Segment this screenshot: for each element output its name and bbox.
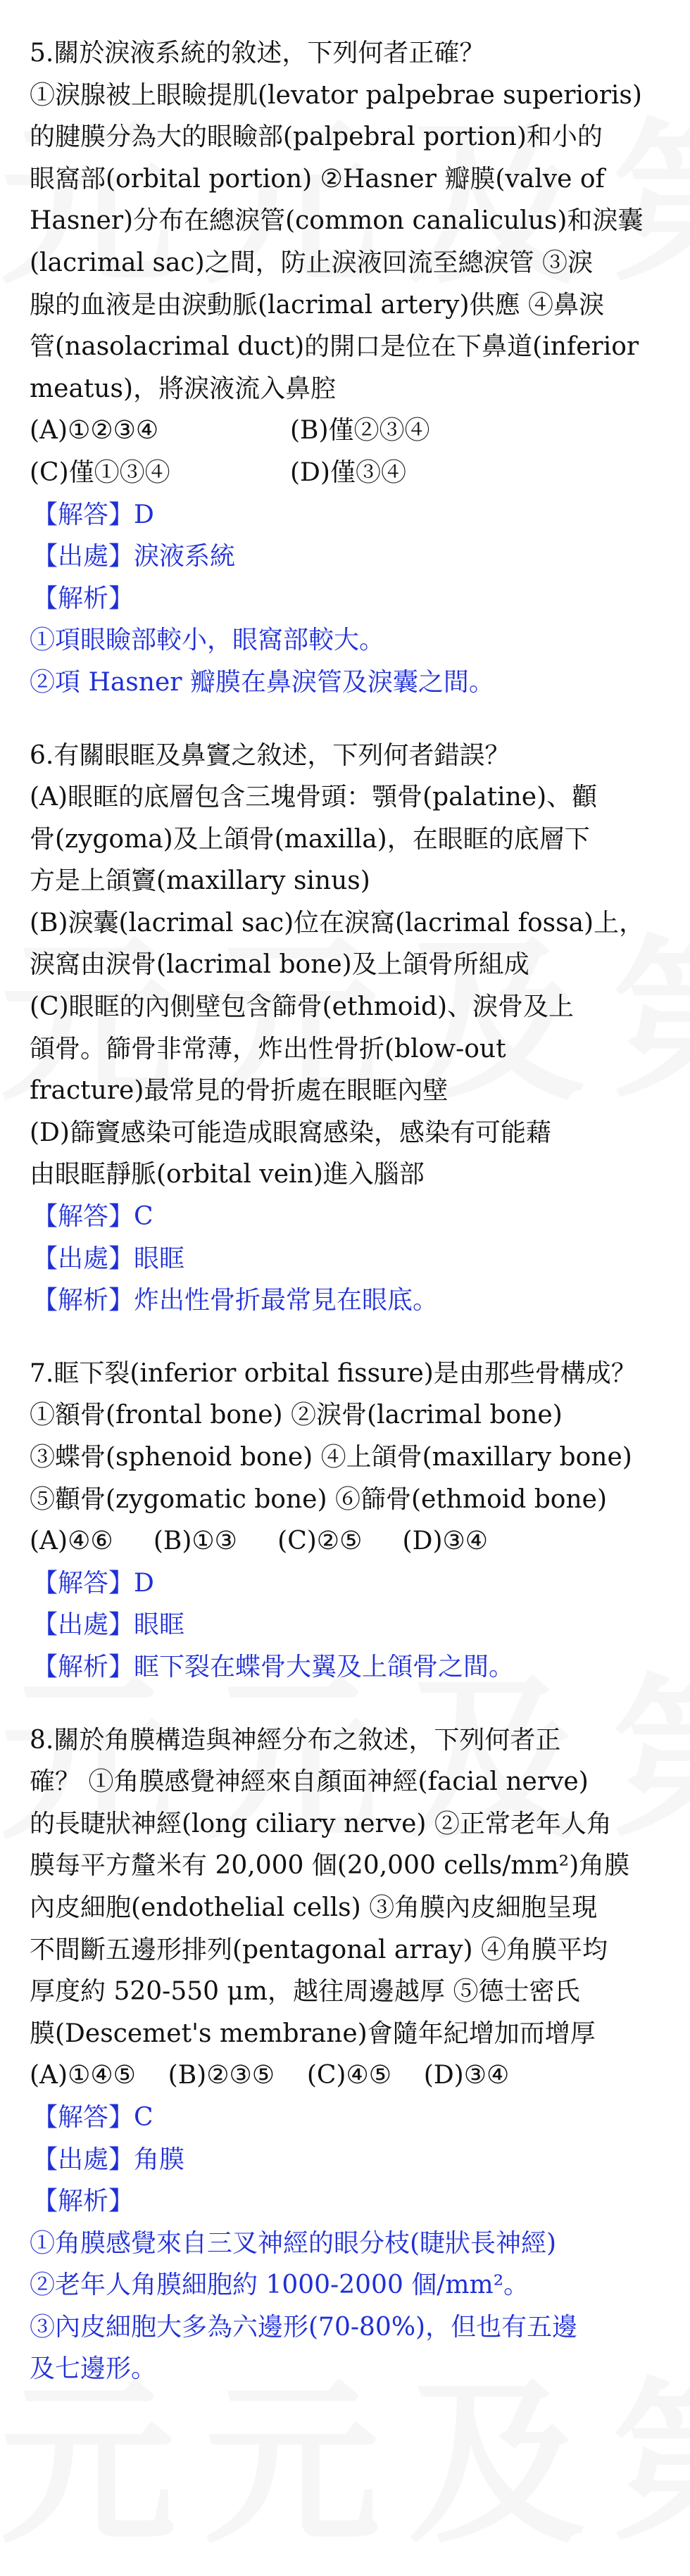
question-stem-line: 骨(zygoma)及上頜骨(maxilla)，在眼眶的底層下 (30, 824, 590, 854)
question-stem-line: 方是上頜竇(maxillary sinus) (30, 866, 370, 896)
question-stem-line: 的腱膜分為大的眼瞼部(palpebral portion)和小的 (30, 122, 603, 152)
question-stem-line: 眼窩部(orbital portion) ②Hasner 瓣膜(valve of (30, 164, 605, 194)
question-stem-line: ①淚腺被上眼瞼提肌(levator palpebrae superioris) (30, 80, 642, 110)
analysis-line: ①項眼瞼部較小，眼窩部較大。 (30, 626, 385, 655)
question-stem-line: ①額骨(frontal bone) ②淚骨(lacrimal bone) (30, 1401, 563, 1430)
question-stem-line: 膜每平方釐米有 20,000 個(20,000 cells/mm²)角膜 (30, 1851, 630, 1881)
document (30, 32, 677, 2390)
answer: 【解答】C (32, 1202, 153, 1232)
question-stem-line: 8.關於角膜構造與神經分布之敘述，下列何者正 (30, 1725, 561, 1755)
analysis-line: ②項 Hasner 瓣膜在鼻淚管及淚囊之間。 (30, 667, 494, 697)
analysis-line: ①角膜感覺來自三叉神經的眼分枝(睫狀長神經) (30, 2228, 557, 2258)
question-stem-line: fracture)最常見的骨折處在眼眶內壁 (30, 1076, 448, 1106)
question-stem-line: 的長睫狀神經(long ciliary nerve) ②正常老年人角 (30, 1809, 612, 1838)
analysis-label: 【解析】 (32, 2187, 134, 2216)
question-stem-line: 厚度約 520-550 μm，越往周邊越厚 ⑤德士密氏 (30, 1977, 580, 2007)
option: (D)僅③④ (290, 457, 406, 487)
question-stem-line: 淚窩由淚骨(lacrimal bone)及上頜骨所組成 (30, 950, 529, 980)
analysis: 【解析】炸出性骨折最常見在眼底。 (32, 1286, 439, 1315)
analysis-line: ③內皮細胞大多為六邊形(70-80%)，但也有五邊 (30, 2312, 578, 2342)
question-stem-line: (lacrimal sac)之間，防止淚液回流至總淚管 ③淚 (30, 248, 594, 277)
question-stem-line: 管(nasolacrimal duct)的開口是位在下鼻道(inferior (30, 332, 639, 362)
option: (B)僅②③④ (290, 416, 430, 446)
question-7 (30, 1353, 677, 1688)
question-stem-line: ③蝶骨(sphenoid bone) ④上頜骨(maxillary bone) (30, 1443, 632, 1472)
options-row (30, 410, 677, 452)
answer: 【解答】D (32, 500, 154, 529)
question-stem-line: 由眼眶靜脈(orbital vein)進入腦部 (30, 1160, 425, 1189)
question-6 (30, 735, 677, 1322)
question-stem-line: 5.關於淚液系統的敘述，下列何者正確？ (30, 39, 485, 68)
source: 【出處】淚液系統 (32, 542, 236, 572)
options-row: (A)④⑥ (B)①③ (C)②⑤ (D)③④ (30, 1527, 489, 1556)
question-stem-line: (D)篩竇感染可能造成眼窩感染，感染有可能藉 (30, 1118, 551, 1147)
question-stem-line: 6.有關眼眶及鼻竇之敘述，下列何者錯誤？ (30, 740, 510, 770)
options-row: (A)①④⑤ (B)②③⑤ (C)④⑤ (D)③④ (30, 2061, 510, 2090)
source: 【出處】眼眶 (32, 1244, 185, 1273)
question-stem-line: (A)眼眶的底層包含三塊骨頭：顎骨(palatine)、顴 (30, 783, 598, 812)
analysis-label: 【解析】 (32, 583, 134, 613)
answer: 【解答】D (32, 1568, 154, 1598)
question-stem-line: 腺的血液是由淚動脈(lacrimal artery)供應 ④鼻淚 (30, 290, 604, 320)
question-5 (30, 32, 677, 704)
analysis: 【解析】眶下裂在蝶骨大翼及上頜骨之間。 (32, 1652, 515, 1681)
question-stem-line: (B)淚囊(lacrimal sac)位在淚窩(lacrimal fossa)上， (30, 908, 645, 937)
question-stem-line: meatus)，將淚液流入鼻腔 (30, 374, 337, 403)
question-stem-line: (C)眼眶的內側壁包含篩骨(ethmoid)、淚骨及上 (30, 992, 575, 1022)
options-row (30, 452, 677, 494)
question-stem-line: 內皮細胞(endothelial cells) ③角膜內皮細胞呈現 (30, 1893, 598, 1922)
source: 【出處】眼眶 (32, 1610, 185, 1640)
question-stem-line: 不間斷五邊形排列(pentagonal array) ④角膜平均 (30, 1935, 608, 1964)
source: 【出處】角膜 (32, 2145, 185, 2174)
question-stem-line: Hasner)分布在總淚管(common canaliculus)和淚囊 (30, 206, 644, 236)
option: (C)僅①③④ (30, 457, 170, 487)
option: (A)①②③④ (30, 416, 159, 446)
question-stem-line: 膜(Descemet's membrane)會隨年紀增加而增厚 (30, 2019, 596, 2048)
question-stem-line: 7.眶下裂(inferior orbital fissure)是由那些骨構成？ (30, 1358, 636, 1388)
question-stem-line: 確？ ①角膜感覺神經來自顏面神經(facial nerve) (30, 1767, 589, 1797)
question-stem-line: ⑤顴骨(zygomatic bone) ⑥篩骨(ethmoid bone) (30, 1484, 608, 1514)
analysis-line: 及七邊形。 (30, 2354, 157, 2384)
question-stem-line: 頜骨。篩骨非常薄，炸出性骨折(blow-out (30, 1034, 506, 1063)
answer: 【解答】C (32, 2102, 153, 2132)
analysis-line: ②老年人角膜細胞約 1000-2000 個/mm²。 (30, 2271, 529, 2300)
question-8 (30, 1719, 677, 2391)
